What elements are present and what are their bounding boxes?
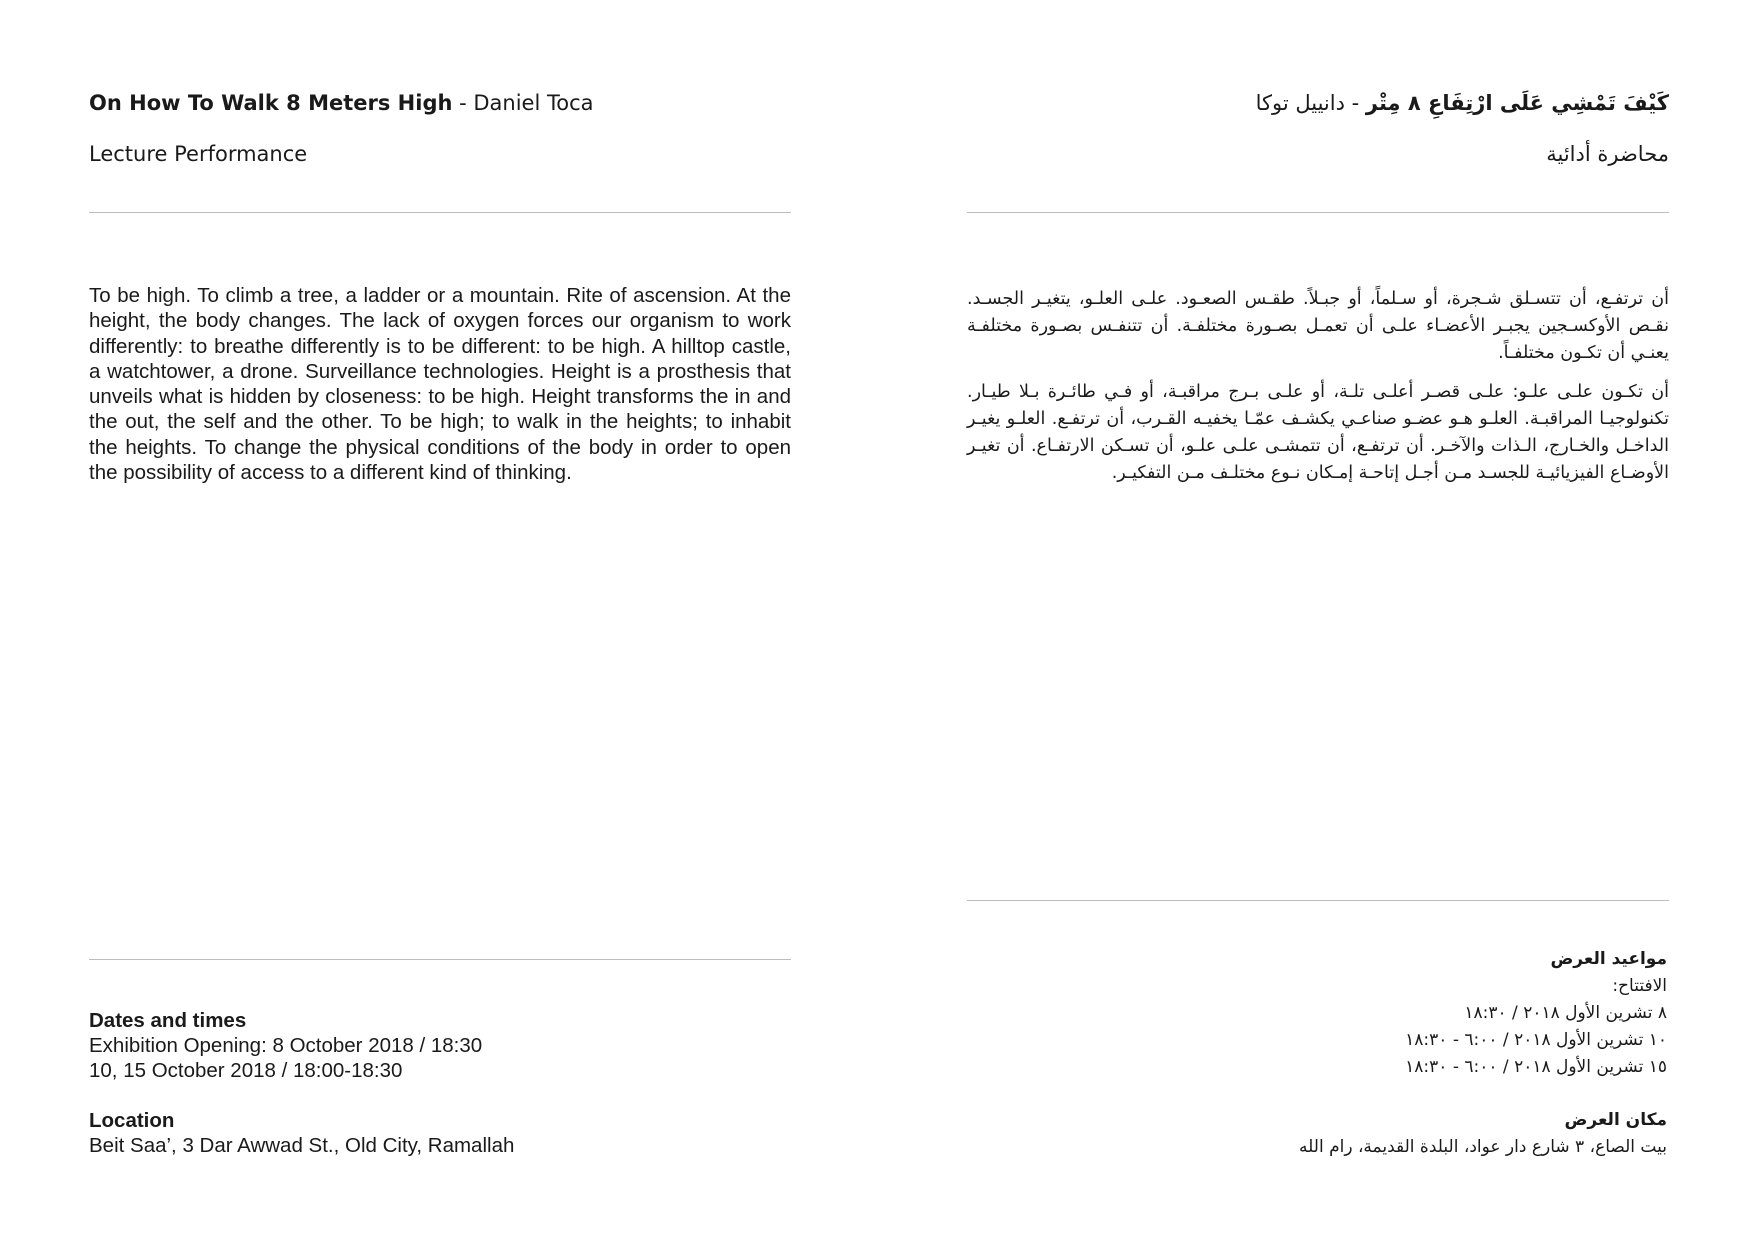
arabic-location-heading: مكان العرض <box>1564 1110 1667 1130</box>
arabic-top-divider <box>967 212 1669 213</box>
english-dates-heading: Dates and times <box>89 1009 247 1032</box>
arabic-location-block <box>1299 1107 1667 1161</box>
english-title <box>89 88 594 118</box>
arabic-title-author: - دانييل توكا <box>1255 91 1366 115</box>
english-title-author: - Daniel Toca <box>452 91 594 115</box>
arabic-paragraph-1: أن ترتفـع، أن تتسـلق شـجرة، أو سـلماً، أو جبـلاً. طقـس الصعـود. علـى العلـو، يتغيـر الجسـد. نقـص الأوكسـجين يجبـر الأعضـاء علـى أن تعمـل بصـورة مختلفـة. أن تتنفـس بصـورة مختلفـة يعنـي أن تكـون مختلفـاً. <box>967 289 1669 363</box>
english-location-line: Beit Saa’, 3 Dar Awwad St., Old City, Ramallah <box>89 1134 515 1157</box>
arabic-title-bold: كَيْفَ تَمْشِي عَلَى ارْتِفَاعِ ٨ مِتْر <box>1365 91 1669 115</box>
arabic-location-line: بيت الصاع، ٣ شارع دار عواد، البلدة القديمة، رام الله <box>1299 1137 1667 1157</box>
arabic-dates-line-1: ٨ تشرين الأول ٢٠١٨ / ١٨:٣٠ <box>1464 1003 1667 1023</box>
english-body-text: To be high. To climb a tree, a ladder or a mountain. Rite of ascension. At the height, the body changes. The lack of oxygen forces our organism to work differently: to breathe differently is to be different: to be high. A hilltop castle, a watchtower, a drone. Surveillance technologies. Height is a prosthesis that unveils what is hidden by closeness: to be high. Height transforms the in and the out, the self and the other. To be high; to walk in the heights; to inhabit the heights. To change the physical conditions of the body in order to open the possibility of access to a different kind of thinking. <box>89 284 791 485</box>
english-dates-block <box>89 1008 482 1083</box>
arabic-title <box>1256 88 1669 118</box>
english-dates-line-1: Exhibition Opening: 8 October 2018 / 18:30 <box>89 1034 483 1057</box>
arabic-bottom-divider <box>967 900 1669 901</box>
english-location-block <box>89 1108 514 1158</box>
english-dates-line-2: 10, 15 October 2018 / 18:00-18:30 <box>89 1059 403 1082</box>
arabic-body-text <box>967 286 1669 499</box>
arabic-dates-block <box>1405 946 1667 1081</box>
arabic-paragraph-2: أن تكـون علـى علـو: علـى قصـر أعلـى تلـة، أو علـى بـرج مراقبـة، أو فـي طائـرة بـلا طيـار. تكنولوجيـا المراقبـة. العلـو هـو عضـو صناعـي يكشـف عمّـا يخفيـه القـرب، أن ترتفـع. العلـو يغيـر الداخـل والخـارج، الـذات والآخـر. أن ترتفـع، أن تتمشـى علـى علـو، أن تسـكن الارتفـاع. أن تغيـر الأوضـاع الفيزيائيـة للجسـد مـن أجـل إتاحـة إمـكان نـوع مختلـف مـن التفكيـر. <box>967 382 1669 483</box>
arabic-dates-line-2: ١٠ تشرين الأول ٢٠١٨ / ٦:٠٠ - ١٨:٣٠ <box>1405 1030 1667 1050</box>
english-top-divider <box>89 212 791 213</box>
english-bottom-divider <box>89 959 791 960</box>
arabic-dates-heading: مواعيد العرض <box>1550 949 1667 969</box>
arabic-subtitle: محاضرة أدائية <box>1546 142 1669 166</box>
english-subtitle: Lecture Performance <box>89 142 308 166</box>
english-location-heading: Location <box>89 1109 175 1132</box>
english-title-bold: On How To Walk 8 Meters High <box>89 91 453 115</box>
arabic-opening-label: الافتتاح: <box>1612 976 1667 996</box>
arabic-dates-line-3: ١٥ تشرين الأول ٢٠١٨ / ٦:٠٠ - ١٨:٣٠ <box>1405 1057 1667 1077</box>
